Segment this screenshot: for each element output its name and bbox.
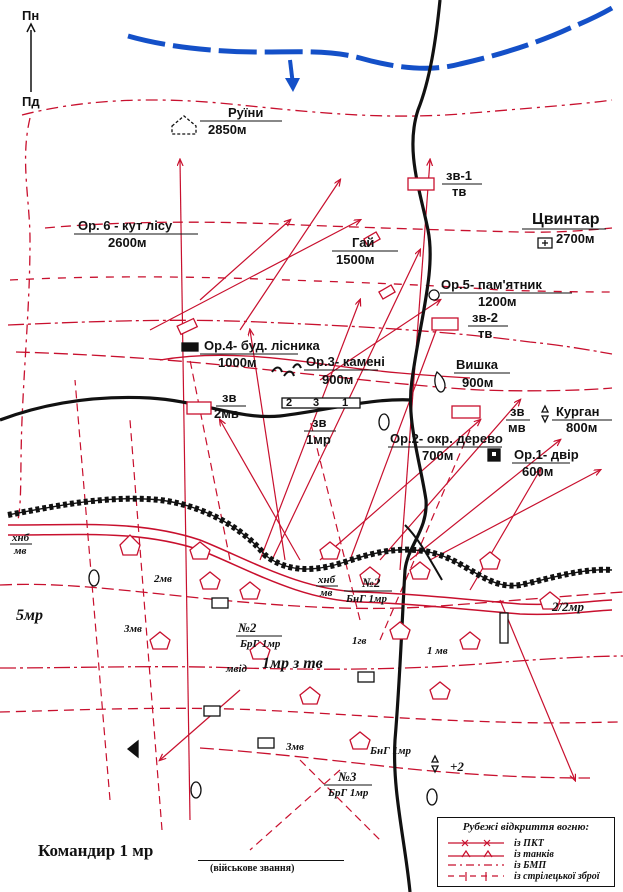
legend-row-pkt (446, 838, 611, 849)
ruins-label: Руїни (228, 105, 264, 120)
legend-label-small-arms: із стрілецької зброї (514, 871, 600, 882)
sector5-top: зв (510, 404, 525, 419)
compass (22, 8, 40, 109)
hnb2-label: хнб (318, 574, 336, 586)
hnb2-mv-label: мв (320, 587, 333, 599)
bng-label: БнГ 1мр (370, 745, 412, 757)
legend-row-small-arms (446, 871, 611, 882)
tower-distance: 900м (462, 375, 494, 390)
n3-label: №3 (338, 769, 357, 784)
legend-row-tanks (446, 849, 611, 860)
or6-distance: 2600м (108, 235, 147, 250)
legend-label-pkt: із ПКТ (514, 838, 544, 849)
mv1-label: 1 мв (427, 645, 448, 657)
sector5-bottom: мв (508, 420, 526, 435)
ruins-distance: 2850м (208, 122, 247, 137)
or6-label: Ор. 6 - кут лісу (78, 218, 173, 233)
n2b-sub-label: БнГ 1мр (346, 593, 388, 605)
n2b-label: №2 (362, 575, 381, 590)
or2-label: Ор.2- окр. дерево (390, 431, 503, 446)
legend (437, 817, 615, 887)
cemetery-distance: 2700м (556, 231, 595, 246)
compass-north-label: Пн (22, 8, 40, 23)
bar-number-b: 3 (313, 397, 320, 409)
cemetery-label: Цвинтар (532, 211, 600, 228)
or3-label: Ор.3- камені (306, 354, 385, 369)
signature-line (198, 860, 344, 861)
legend-title: Рубежі відкриття вогню: (462, 821, 590, 833)
or1-label: Ор.1- двір (514, 447, 579, 462)
sector2-bottom: тв (478, 326, 493, 341)
sector1-top: зв-1 (446, 168, 473, 183)
tower-label: Вишка (456, 357, 498, 372)
or2-distance: 700м (422, 448, 454, 463)
plus2-label: +2 (450, 759, 464, 774)
grove-distance: 1500м (336, 252, 375, 267)
hnb-mv-label: мв (14, 545, 27, 557)
sector1-bottom: тв (452, 184, 467, 199)
sector4-top: зв (312, 415, 327, 430)
legend-row-bmp (446, 860, 611, 871)
sector2-top: зв-2 (472, 310, 499, 325)
legend-label-bmp: із БМП (514, 860, 547, 871)
or5-label: Ор.5- пам'ятник (441, 277, 542, 292)
or1-distance: 600м (522, 464, 554, 479)
hnb-label: хнб (12, 532, 30, 544)
mvz-label: мвід (226, 663, 247, 675)
commander-signature: Командир 1 мр (38, 841, 154, 860)
sector3-bottom: 2мв (214, 406, 239, 421)
compass-south-label: Пд (22, 94, 40, 109)
landmark-labels (74, 105, 612, 479)
bar-number-a: 2 (286, 397, 293, 409)
legend-label-tanks: із танків (514, 849, 554, 860)
sector4-bottom: 1мр (306, 432, 331, 447)
n2a-label: №2 (238, 620, 257, 635)
kurgan-distance: 800м (566, 420, 598, 435)
mv2-label: 2мв (154, 573, 172, 585)
or4-label: Ор.4- буд. лісника (204, 338, 320, 353)
mv3b-label: 3мв (286, 741, 304, 753)
river (128, 8, 612, 92)
grove-label: Гай (352, 235, 375, 250)
gv1-label: 1гв (352, 635, 367, 647)
main-unit-label: 1мр з тв (262, 655, 323, 672)
or3-distance: 900м (322, 372, 354, 387)
rank-caption: (військове звання) (210, 863, 295, 874)
company22-label: 2/2мр (552, 599, 585, 614)
or5-distance: 1200м (478, 294, 517, 309)
or4-distance: 1000м (218, 355, 257, 370)
sector3-top: зв (222, 390, 237, 405)
kurgan-label: Курган (556, 404, 600, 419)
bar-number-c: 1 (342, 397, 349, 409)
n2a-sub-label: БрГ 1мр (240, 638, 281, 650)
mv3a-label: 3мв (124, 623, 142, 635)
n3-sub-label: БрГ 1мр (328, 787, 369, 799)
company5-label: 5мр (16, 607, 43, 624)
